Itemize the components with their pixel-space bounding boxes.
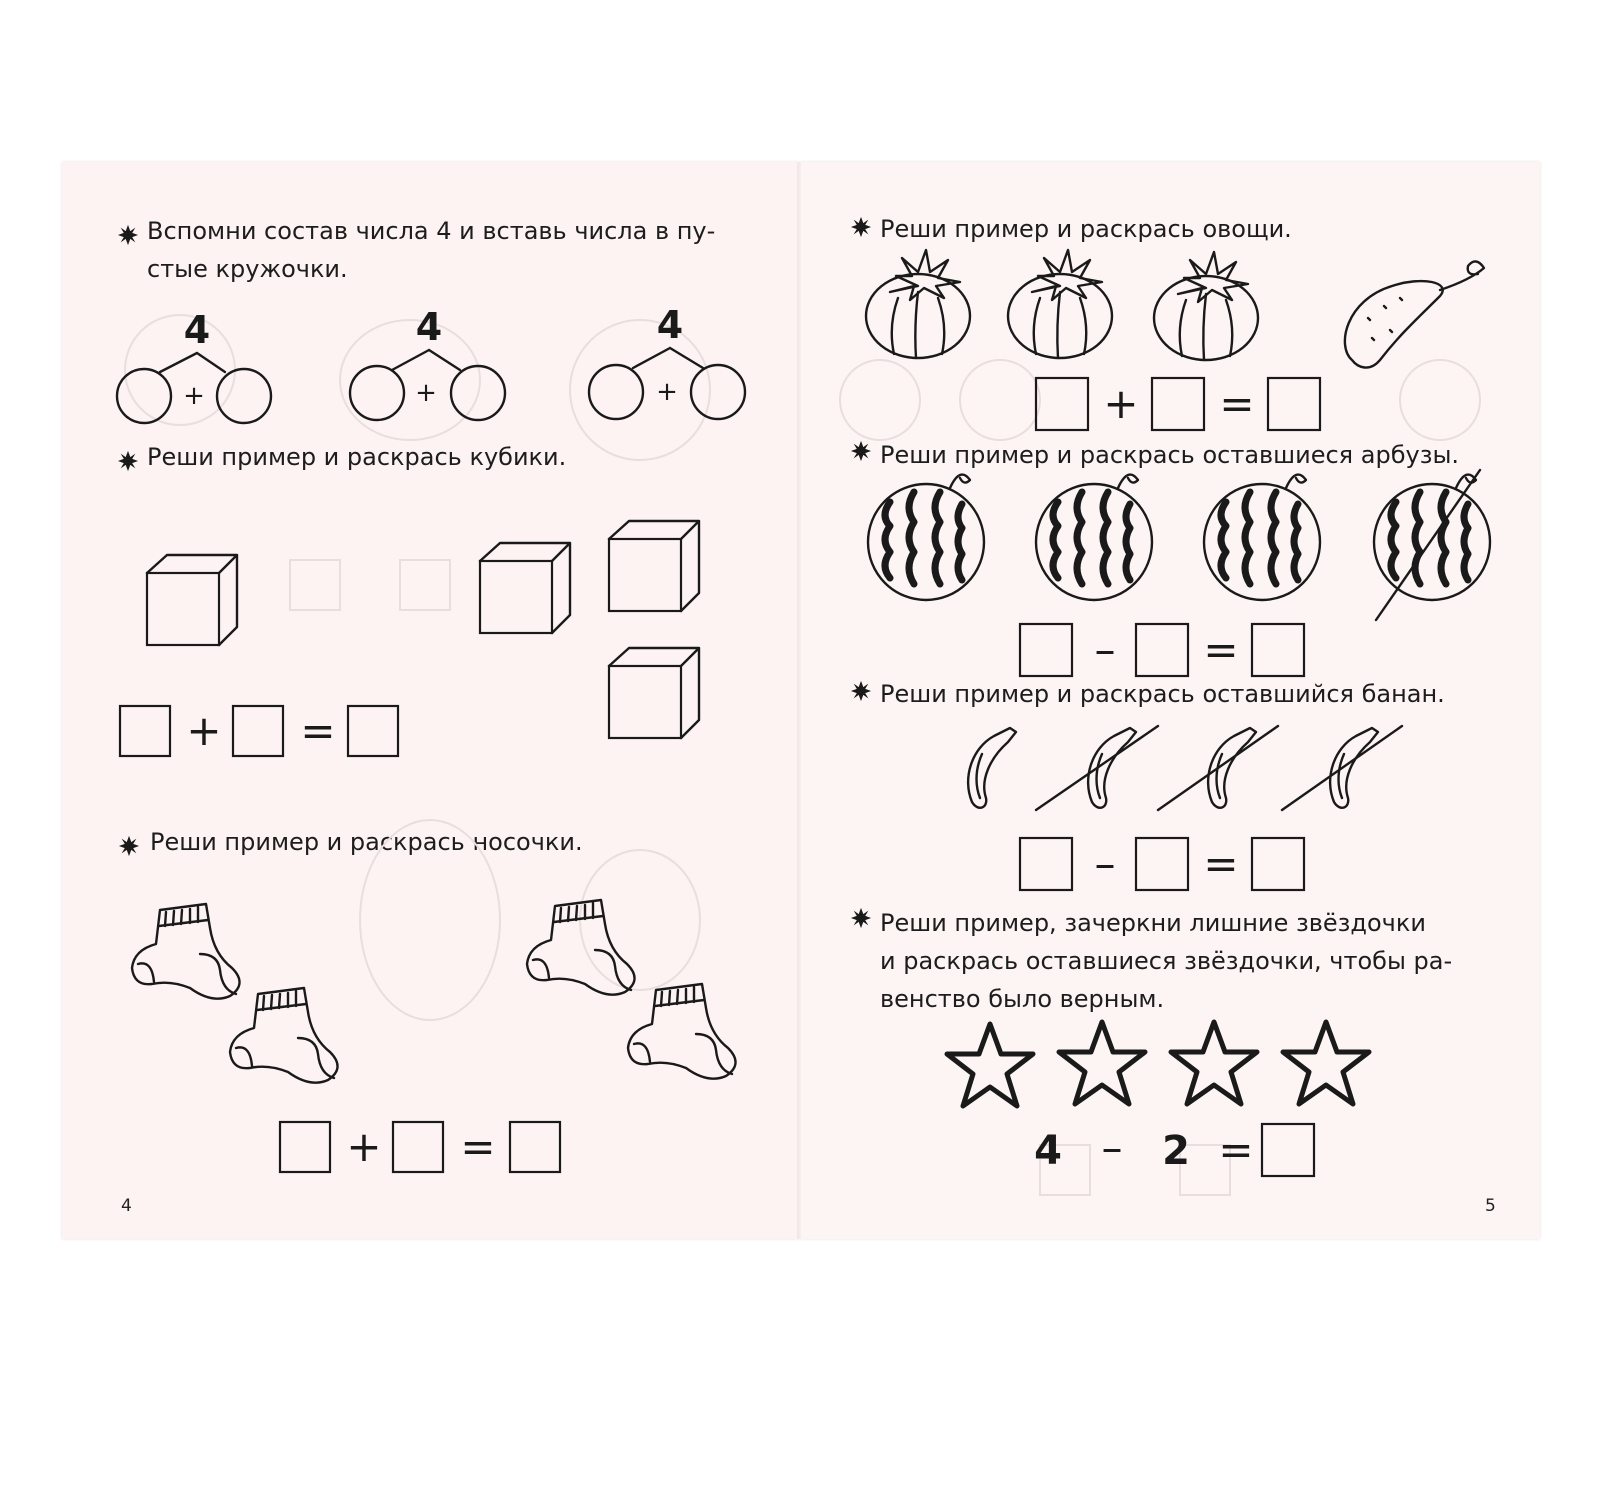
svg-text:+: + — [1103, 379, 1139, 428]
svg-text:2: 2 — [1162, 1128, 1190, 1174]
show-through-artwork — [125, 315, 1480, 1195]
bullet-icon — [118, 451, 138, 471]
vegetables-illustration — [866, 250, 1484, 368]
star — [947, 1024, 1033, 1106]
answer-box — [1036, 378, 1088, 430]
answer-box — [1020, 624, 1072, 676]
svg-text:–: – — [1094, 625, 1116, 674]
watermelons-illustration — [868, 470, 1490, 620]
answer-box — [1252, 838, 1304, 890]
bullet-icon — [851, 441, 871, 461]
cubes-illustration — [147, 521, 699, 738]
cube — [609, 521, 699, 611]
cube — [609, 648, 699, 738]
task-color-socks: Реши пример и раскрась носочки. — [150, 828, 583, 856]
task-cross-out-stars: Реши пример, зачеркни лишние звёздочки и раскрась оставшиеся звёздочки, чтобы ра- венство было верным. — [880, 909, 1453, 1013]
svg-text:4: 4 — [415, 305, 443, 349]
svg-text:–: – — [1101, 1123, 1123, 1172]
number-bond-2 — [350, 305, 505, 420]
socks-equation — [280, 1122, 560, 1172]
svg-text:+: + — [183, 381, 205, 411]
star — [1171, 1022, 1257, 1104]
page-number-right: 5 — [1485, 1196, 1496, 1216]
answer-box — [120, 706, 170, 756]
stars-illustration — [947, 1022, 1369, 1106]
cube — [480, 543, 570, 633]
star — [1059, 1022, 1145, 1104]
task-composition-of-four: Вспомни состав числа 4 и вставь числа в пу- стые кружочки. — [147, 217, 716, 283]
svg-text:4: 4 — [656, 303, 684, 347]
vegetables-equation — [1036, 378, 1320, 430]
tomato — [866, 250, 970, 358]
svg-text:=: = — [300, 706, 336, 755]
bananas-illustration — [968, 726, 1402, 810]
svg-text:=: = — [1218, 1125, 1254, 1174]
task-color-vegetables: Реши пример и раскрась овощи. — [880, 215, 1292, 243]
bullet-icon — [851, 908, 871, 928]
tomato — [1008, 250, 1112, 358]
cross-out-line — [1158, 726, 1278, 810]
sock — [132, 904, 240, 999]
svg-text:=: = — [460, 1122, 496, 1171]
answer-box — [280, 1122, 330, 1172]
bananas-equation — [1020, 838, 1304, 890]
star — [1283, 1022, 1369, 1104]
svg-text:=: = — [1203, 839, 1239, 888]
task-color-banana: Реши пример и раскрась оставшийся банан. — [880, 680, 1445, 708]
svg-text:=: = — [1219, 379, 1255, 428]
cucumber — [1345, 261, 1484, 367]
socks-illustration — [132, 900, 736, 1083]
bullet-icon — [118, 225, 138, 245]
answer-box — [1252, 624, 1304, 676]
answer-box — [1136, 624, 1188, 676]
number-bond-3 — [589, 303, 745, 419]
banana — [1330, 728, 1378, 808]
answer-box — [1020, 838, 1072, 890]
tomato — [1154, 252, 1258, 360]
task-color-watermelons: Реши пример и раскрась оставшиеся арбузы. — [880, 441, 1460, 469]
svg-text:=: = — [1203, 625, 1239, 674]
banana — [968, 728, 1016, 808]
answer-box — [1268, 378, 1320, 430]
answer-box — [1262, 1124, 1314, 1176]
number-bond-1 — [117, 308, 271, 423]
answer-box — [1152, 378, 1204, 430]
banana — [1208, 728, 1256, 808]
bullet-icon — [119, 836, 139, 856]
answer-box — [1136, 838, 1188, 890]
svg-text:+: + — [346, 1122, 382, 1171]
task-color-cubes: Реши пример и раскрась кубики. — [147, 443, 567, 471]
stars-equation — [1034, 1123, 1314, 1176]
bullet-icon — [851, 681, 871, 701]
sock — [230, 988, 338, 1083]
watermelons-equation — [1020, 624, 1304, 676]
watermelon — [1204, 475, 1320, 600]
cross-out-line — [1036, 726, 1158, 810]
svg-text:4: 4 — [1034, 1128, 1062, 1174]
sock — [628, 984, 736, 1079]
answer-box — [348, 706, 398, 756]
answer-box — [393, 1122, 443, 1172]
cube — [147, 555, 237, 645]
svg-text:+: + — [656, 377, 678, 407]
watermelon — [1036, 475, 1152, 600]
svg-text:+: + — [415, 378, 437, 408]
cubes-equation — [120, 706, 398, 756]
answer-box — [510, 1122, 560, 1172]
bond-number: 4 — [183, 308, 211, 352]
answer-box — [233, 706, 283, 756]
svg-text:+: + — [186, 706, 222, 755]
watermelon — [868, 475, 984, 600]
svg-text:–: – — [1094, 839, 1116, 888]
bullet-icon — [851, 217, 871, 237]
page-number-left: 4 — [121, 1196, 132, 1216]
